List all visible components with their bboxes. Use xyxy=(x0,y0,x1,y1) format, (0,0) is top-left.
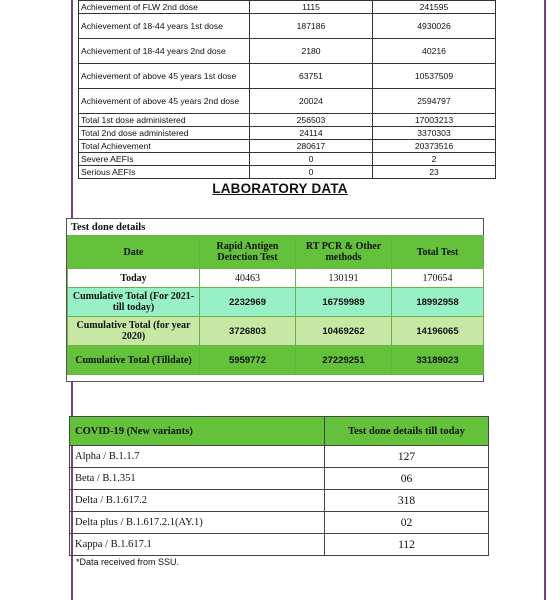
footnote: *Data received from SSU. xyxy=(76,557,180,567)
vaccination-row xyxy=(79,64,496,89)
vaccination-table xyxy=(78,0,496,179)
vaccination-today-value: 24114 xyxy=(250,127,373,140)
lab-row-label: Cumulative Total (For 2021- till today) xyxy=(68,288,200,317)
vaccination-row xyxy=(79,153,496,166)
variant-count: 112 xyxy=(325,534,489,556)
vaccination-total-value: 2 xyxy=(373,153,496,166)
lab-cell-rat: 40463 xyxy=(200,269,296,288)
variant-row xyxy=(70,468,489,490)
variant-count: 02 xyxy=(325,512,489,534)
lab-cell-rtpcr: 27229251 xyxy=(296,346,392,375)
variant-row xyxy=(70,534,489,556)
vaccination-today-value: 2180 xyxy=(250,39,373,64)
vaccination-row xyxy=(79,14,496,39)
variant-count: 127 xyxy=(325,446,489,468)
variants-header-row xyxy=(70,417,489,446)
lab-header-rat: Rapid Antigen Detection Test xyxy=(200,236,296,269)
vaccination-today-value: 20024 xyxy=(250,89,373,114)
variants-header-left: COVID-19 (New variants) xyxy=(70,417,325,446)
variant-name: Kappa / B.1.617.1 xyxy=(70,534,325,556)
vaccination-row xyxy=(79,140,496,153)
lab-header-total: Total Test xyxy=(392,236,484,269)
vaccination-row xyxy=(79,127,496,140)
vaccination-today-value: 1115 xyxy=(250,1,373,14)
vaccination-total-value: 20373516 xyxy=(373,140,496,153)
vaccination-total-value: 40216 xyxy=(373,39,496,64)
lab-cell-total: 18992958 xyxy=(392,288,484,317)
lab-row-label: Today xyxy=(68,269,200,288)
lab-cell-total: 14196065 xyxy=(392,317,484,346)
lab-row-cumulative-2020 xyxy=(68,317,484,346)
vaccination-label: Achievement of 18-44 years 1st dose xyxy=(79,14,250,39)
vaccination-row xyxy=(79,1,496,14)
vaccination-label: Achievement of FLW 2nd dose xyxy=(79,1,250,14)
variant-name: Delta / B.1.617.2 xyxy=(70,490,325,512)
vaccination-total-value: 23 xyxy=(373,166,496,179)
lab-header-row xyxy=(68,236,484,269)
vaccination-total-value: 17003213 xyxy=(373,114,496,127)
vaccination-row xyxy=(79,39,496,64)
lab-test-table xyxy=(67,235,484,375)
vaccination-label: Severe AEFIs xyxy=(79,153,250,166)
vaccination-today-value: 0 xyxy=(250,166,373,179)
vaccination-total-value: 4930026 xyxy=(373,14,496,39)
lab-cell-rtpcr: 16759989 xyxy=(296,288,392,317)
vaccination-label: Total Achievement xyxy=(79,140,250,153)
variants-header-right: Test done details till today xyxy=(325,417,489,446)
variant-name: Delta plus / B.1.617.2.1(AY.1) xyxy=(70,512,325,534)
lab-header-date: Date xyxy=(68,236,200,269)
variant-name: Alpha / B.1.1.7 xyxy=(70,446,325,468)
vaccination-today-value: 280617 xyxy=(250,140,373,153)
vaccination-today-value: 187186 xyxy=(250,14,373,39)
lab-cell-rat: 5959772 xyxy=(200,346,296,375)
lab-cell-rtpcr: 130191 xyxy=(296,269,392,288)
vaccination-label: Total 2nd dose administered xyxy=(79,127,250,140)
variants-table xyxy=(69,416,489,556)
vaccination-today-value: 256503 xyxy=(250,114,373,127)
lab-row-cumulative-2021 xyxy=(68,288,484,317)
variant-count: 318 xyxy=(325,490,489,512)
laboratory-data-title: LABORATORY DATA xyxy=(212,181,348,196)
lab-cell-rtpcr: 10469262 xyxy=(296,317,392,346)
vaccination-today-value: 63751 xyxy=(250,64,373,89)
lab-caption: Test done details xyxy=(71,222,146,233)
vaccination-label: Total 1st dose administered xyxy=(79,114,250,127)
variant-row xyxy=(70,512,489,534)
lab-cell-rat: 2232969 xyxy=(200,288,296,317)
vaccination-row xyxy=(79,166,496,179)
vaccination-row xyxy=(79,89,496,114)
lab-test-panel xyxy=(66,218,484,382)
vaccination-total-value: 2594797 xyxy=(373,89,496,114)
variant-row xyxy=(70,490,489,512)
vaccination-label: Achievement of above 45 years 1st dose xyxy=(79,64,250,89)
vaccination-total-value: 241595 xyxy=(373,1,496,14)
lab-cell-total: 33189023 xyxy=(392,346,484,375)
lab-header-rtpcr: RT PCR & Other methods xyxy=(296,236,392,269)
vaccination-label: Achievement of above 45 years 2nd dose xyxy=(79,89,250,114)
lab-row-label: Cumulative Total (Tilldate) xyxy=(68,346,200,375)
lab-row-cumulative-tilldate xyxy=(68,346,484,375)
variant-name: Beta / B.1.351 xyxy=(70,468,325,490)
vaccination-label: Serious AEFIs xyxy=(79,166,250,179)
page-border-right xyxy=(544,0,546,600)
vaccination-today-value: 0 xyxy=(250,153,373,166)
lab-cell-total: 170654 xyxy=(392,269,484,288)
variant-row xyxy=(70,446,489,468)
vaccination-row xyxy=(79,114,496,127)
vaccination-label: Achievement of 18-44 years 2nd dose xyxy=(79,39,250,64)
lab-cell-rat: 3726803 xyxy=(200,317,296,346)
lab-row-today xyxy=(68,269,484,288)
variant-count: 06 xyxy=(325,468,489,490)
lab-row-label: Cumulative Total (for year 2020) xyxy=(68,317,200,346)
vaccination-total-value: 10537509 xyxy=(373,64,496,89)
vaccination-total-value: 3370303 xyxy=(373,127,496,140)
